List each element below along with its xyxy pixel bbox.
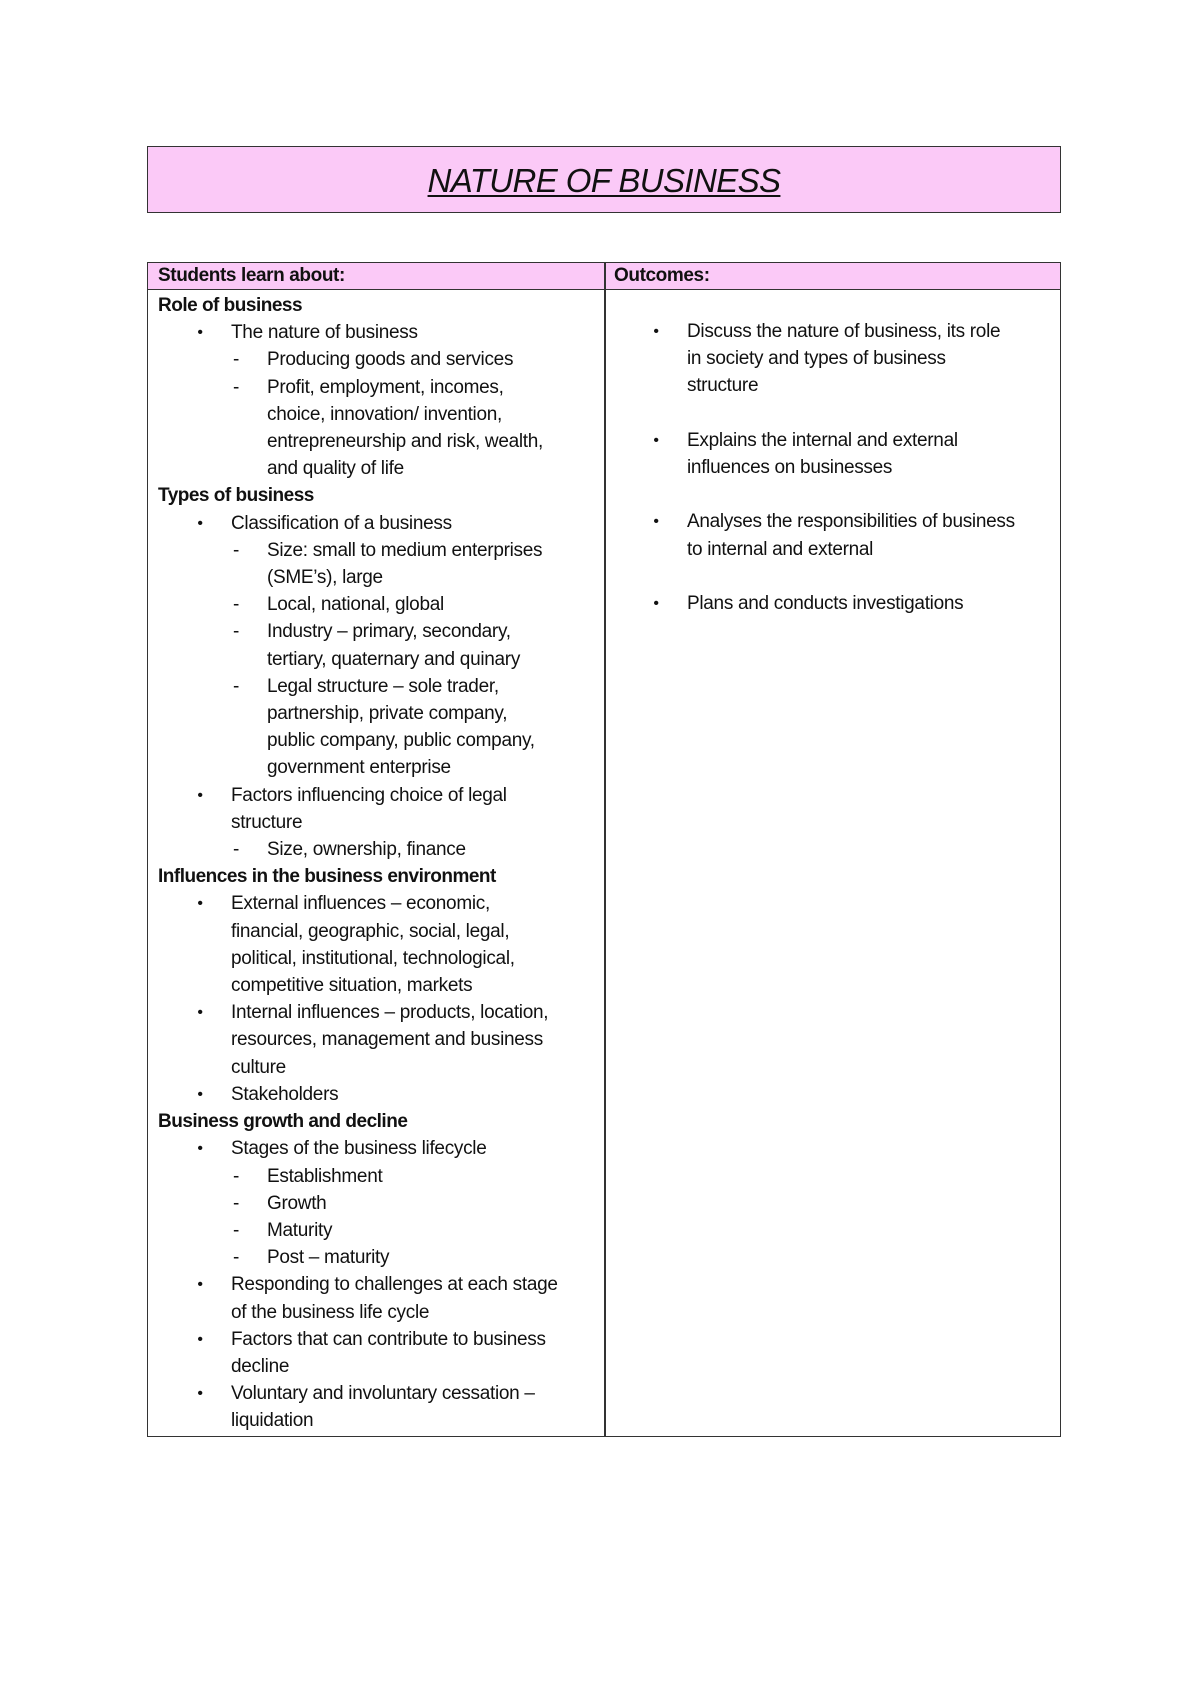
sub-list-item-text: Profit, employment, incomes, <box>267 376 504 398</box>
outcome-text-line: influences on businesses <box>687 457 893 478</box>
sub-list-item-text: choice, innovation/ invention, <box>267 403 502 425</box>
dash-icon: - <box>232 675 240 697</box>
list-item <box>158 890 598 917</box>
sub-list-item-text: government enterprise <box>267 757 451 779</box>
list-item-text: structure <box>231 811 303 833</box>
outcome-text-line: Explains the internal and external <box>687 429 958 451</box>
bullet-icon: • <box>653 594 659 612</box>
outcome-text-line: to internal and external <box>687 538 874 560</box>
list-item-text: decline <box>231 1355 290 1377</box>
sub-list-item-text: Producing goods and services <box>267 349 514 371</box>
sub-list-item <box>158 374 598 401</box>
list-item-text: resources, management and business <box>231 1029 543 1051</box>
sub-list-item-text: public company, public company, <box>267 730 535 752</box>
list-item-text: Stages of the business lifecycle <box>231 1138 487 1160</box>
bullet-icon: • <box>197 1004 203 1022</box>
section-heading <box>158 292 598 319</box>
list-item-text: of the business life cycle <box>231 1301 430 1323</box>
bullet-icon: • <box>197 786 203 804</box>
section-heading <box>158 482 598 509</box>
list-item <box>158 1271 598 1298</box>
sub-list-item <box>158 1244 598 1271</box>
bullet-icon: • <box>197 1276 203 1294</box>
list-item-text: External influences – economic, <box>231 893 490 915</box>
outcome-item <box>614 508 1054 562</box>
sub-list-item-continuation <box>158 428 598 455</box>
outcomes-column <box>614 318 1054 644</box>
sub-list-item-continuation <box>158 700 598 727</box>
sub-list-item-text: tertiary, quaternary and quinary <box>267 648 521 670</box>
sub-list-item-text: Growth <box>267 1192 327 1214</box>
sub-list-item <box>158 346 598 373</box>
list-item-text: culture <box>231 1056 286 1078</box>
outcome-text-line: in society and types of business <box>687 348 946 370</box>
list-item-continuation <box>158 972 598 999</box>
list-item-text: Voluntary and involuntary cessation – <box>231 1383 535 1405</box>
section-heading <box>158 863 598 890</box>
header-students-learn-about: Students learn about: <box>158 265 345 286</box>
dash-icon: - <box>232 594 240 616</box>
list-item-continuation <box>158 1026 598 1053</box>
bullet-icon: • <box>653 513 659 531</box>
list-item-text: Factors influencing choice of legal <box>231 784 507 806</box>
sub-list-item <box>158 537 598 564</box>
section-heading-text: Role of business <box>158 295 303 316</box>
syllabus-table <box>147 262 1061 1437</box>
outcome-text-line: Discuss the nature of business, its role <box>687 321 1001 342</box>
sub-list-item-text: and quality of life <box>267 458 404 480</box>
list-item-continuation <box>158 1353 598 1380</box>
list-item-text: liquidation <box>231 1410 314 1432</box>
sub-list-item-text: Size, ownership, finance <box>267 839 466 861</box>
sub-list-item <box>158 1217 598 1244</box>
sub-list-item-text: Maturity <box>267 1219 333 1241</box>
list-item <box>158 1135 598 1162</box>
bullet-icon: • <box>197 1140 203 1158</box>
list-item-continuation <box>158 1407 598 1434</box>
list-item <box>158 1081 598 1108</box>
dash-icon: - <box>232 621 240 643</box>
sub-list-item-continuation <box>158 646 598 673</box>
list-item-text: Internal influences – products, location, <box>231 1002 549 1024</box>
list-item <box>158 510 598 537</box>
sub-list-item-continuation <box>158 564 598 591</box>
section-heading-text: Influences in the business environment <box>158 866 496 888</box>
dash-icon: - <box>232 1192 240 1214</box>
title-box <box>147 146 1061 213</box>
sub-list-item <box>158 618 598 645</box>
page-title: NATURE OF BUSINESS <box>427 162 781 199</box>
dash-icon: - <box>232 1247 240 1269</box>
outcome-text-line: structure <box>687 375 759 397</box>
list-item <box>158 999 598 1026</box>
outcome-item <box>614 427 1054 481</box>
list-item-text: Classification of a business <box>231 512 452 534</box>
bullet-icon: • <box>197 895 203 913</box>
dash-icon: - <box>232 1219 240 1241</box>
students-learn-about-column <box>158 292 598 1435</box>
section-heading-text: Types of business <box>158 485 314 507</box>
sub-list-item-text: Establishment <box>267 1165 383 1187</box>
sub-list-item-continuation <box>158 455 598 482</box>
sub-list-item-text: entrepreneurship and risk, wealth, <box>267 431 544 453</box>
column-divider <box>604 263 606 1436</box>
bullet-icon: • <box>197 1085 203 1103</box>
list-item-continuation <box>158 918 598 945</box>
list-item <box>158 1326 598 1353</box>
list-item-continuation <box>158 809 598 836</box>
bullet-icon: • <box>653 323 659 340</box>
sub-list-item-continuation <box>158 727 598 754</box>
sub-list-item <box>158 1163 598 1190</box>
bullet-icon: • <box>197 324 203 342</box>
dash-icon: - <box>232 349 240 371</box>
outcome-text-line: Analyses the responsibilities of business <box>687 511 1015 533</box>
list-item-text: political, institutional, technological, <box>231 947 515 969</box>
sub-list-item-text: Legal structure – sole trader, <box>267 675 499 697</box>
section-heading-text: Business growth and decline <box>158 1111 408 1133</box>
dash-icon: - <box>232 1165 240 1187</box>
header-outcomes: Outcomes: <box>614 265 710 286</box>
dash-icon: - <box>232 539 240 561</box>
sub-list-item <box>158 591 598 618</box>
sub-list-item-text: Local, national, global <box>267 594 444 616</box>
list-item <box>158 319 598 346</box>
sub-list-item-text: (SME’s), large <box>267 567 383 589</box>
bullet-icon: • <box>653 431 659 449</box>
list-item-text: Factors that can contribute to business <box>231 1328 546 1350</box>
sub-list-item-text: Post – maturity <box>267 1247 390 1269</box>
list-item-text: Stakeholders <box>231 1083 339 1105</box>
dash-icon: - <box>232 839 240 861</box>
list-item-continuation <box>158 945 598 972</box>
bullet-icon: • <box>197 1385 203 1403</box>
sub-list-item-continuation <box>158 401 598 428</box>
section-heading <box>158 1108 598 1135</box>
sub-list-item <box>158 836 598 863</box>
list-item-text: financial, geographic, social, legal, <box>231 920 510 942</box>
sub-list-item <box>158 1190 598 1217</box>
list-item-text: Responding to challenges at each stage <box>231 1274 558 1296</box>
outcome-item <box>614 590 1054 617</box>
sub-list-item-text: partnership, private company, <box>267 703 508 725</box>
list-item <box>158 782 598 809</box>
list-item-continuation <box>158 1054 598 1081</box>
list-item <box>158 1380 598 1407</box>
sub-list-item-continuation <box>158 754 598 781</box>
dash-icon: - <box>232 376 240 398</box>
outcome-text-line: Plans and conducts investigations <box>687 592 964 614</box>
list-item-continuation <box>158 1299 598 1326</box>
list-item-text: competitive situation, markets <box>231 975 473 997</box>
outcome-item <box>614 318 1054 400</box>
sub-list-item <box>158 673 598 700</box>
bullet-icon: • <box>197 514 203 532</box>
sub-list-item-text: Industry – primary, secondary, <box>267 621 511 643</box>
list-item-text: The nature of business <box>231 322 418 344</box>
sub-list-item-text: Size: small to medium enterprises <box>267 539 543 561</box>
bullet-icon: • <box>197 1330 203 1348</box>
